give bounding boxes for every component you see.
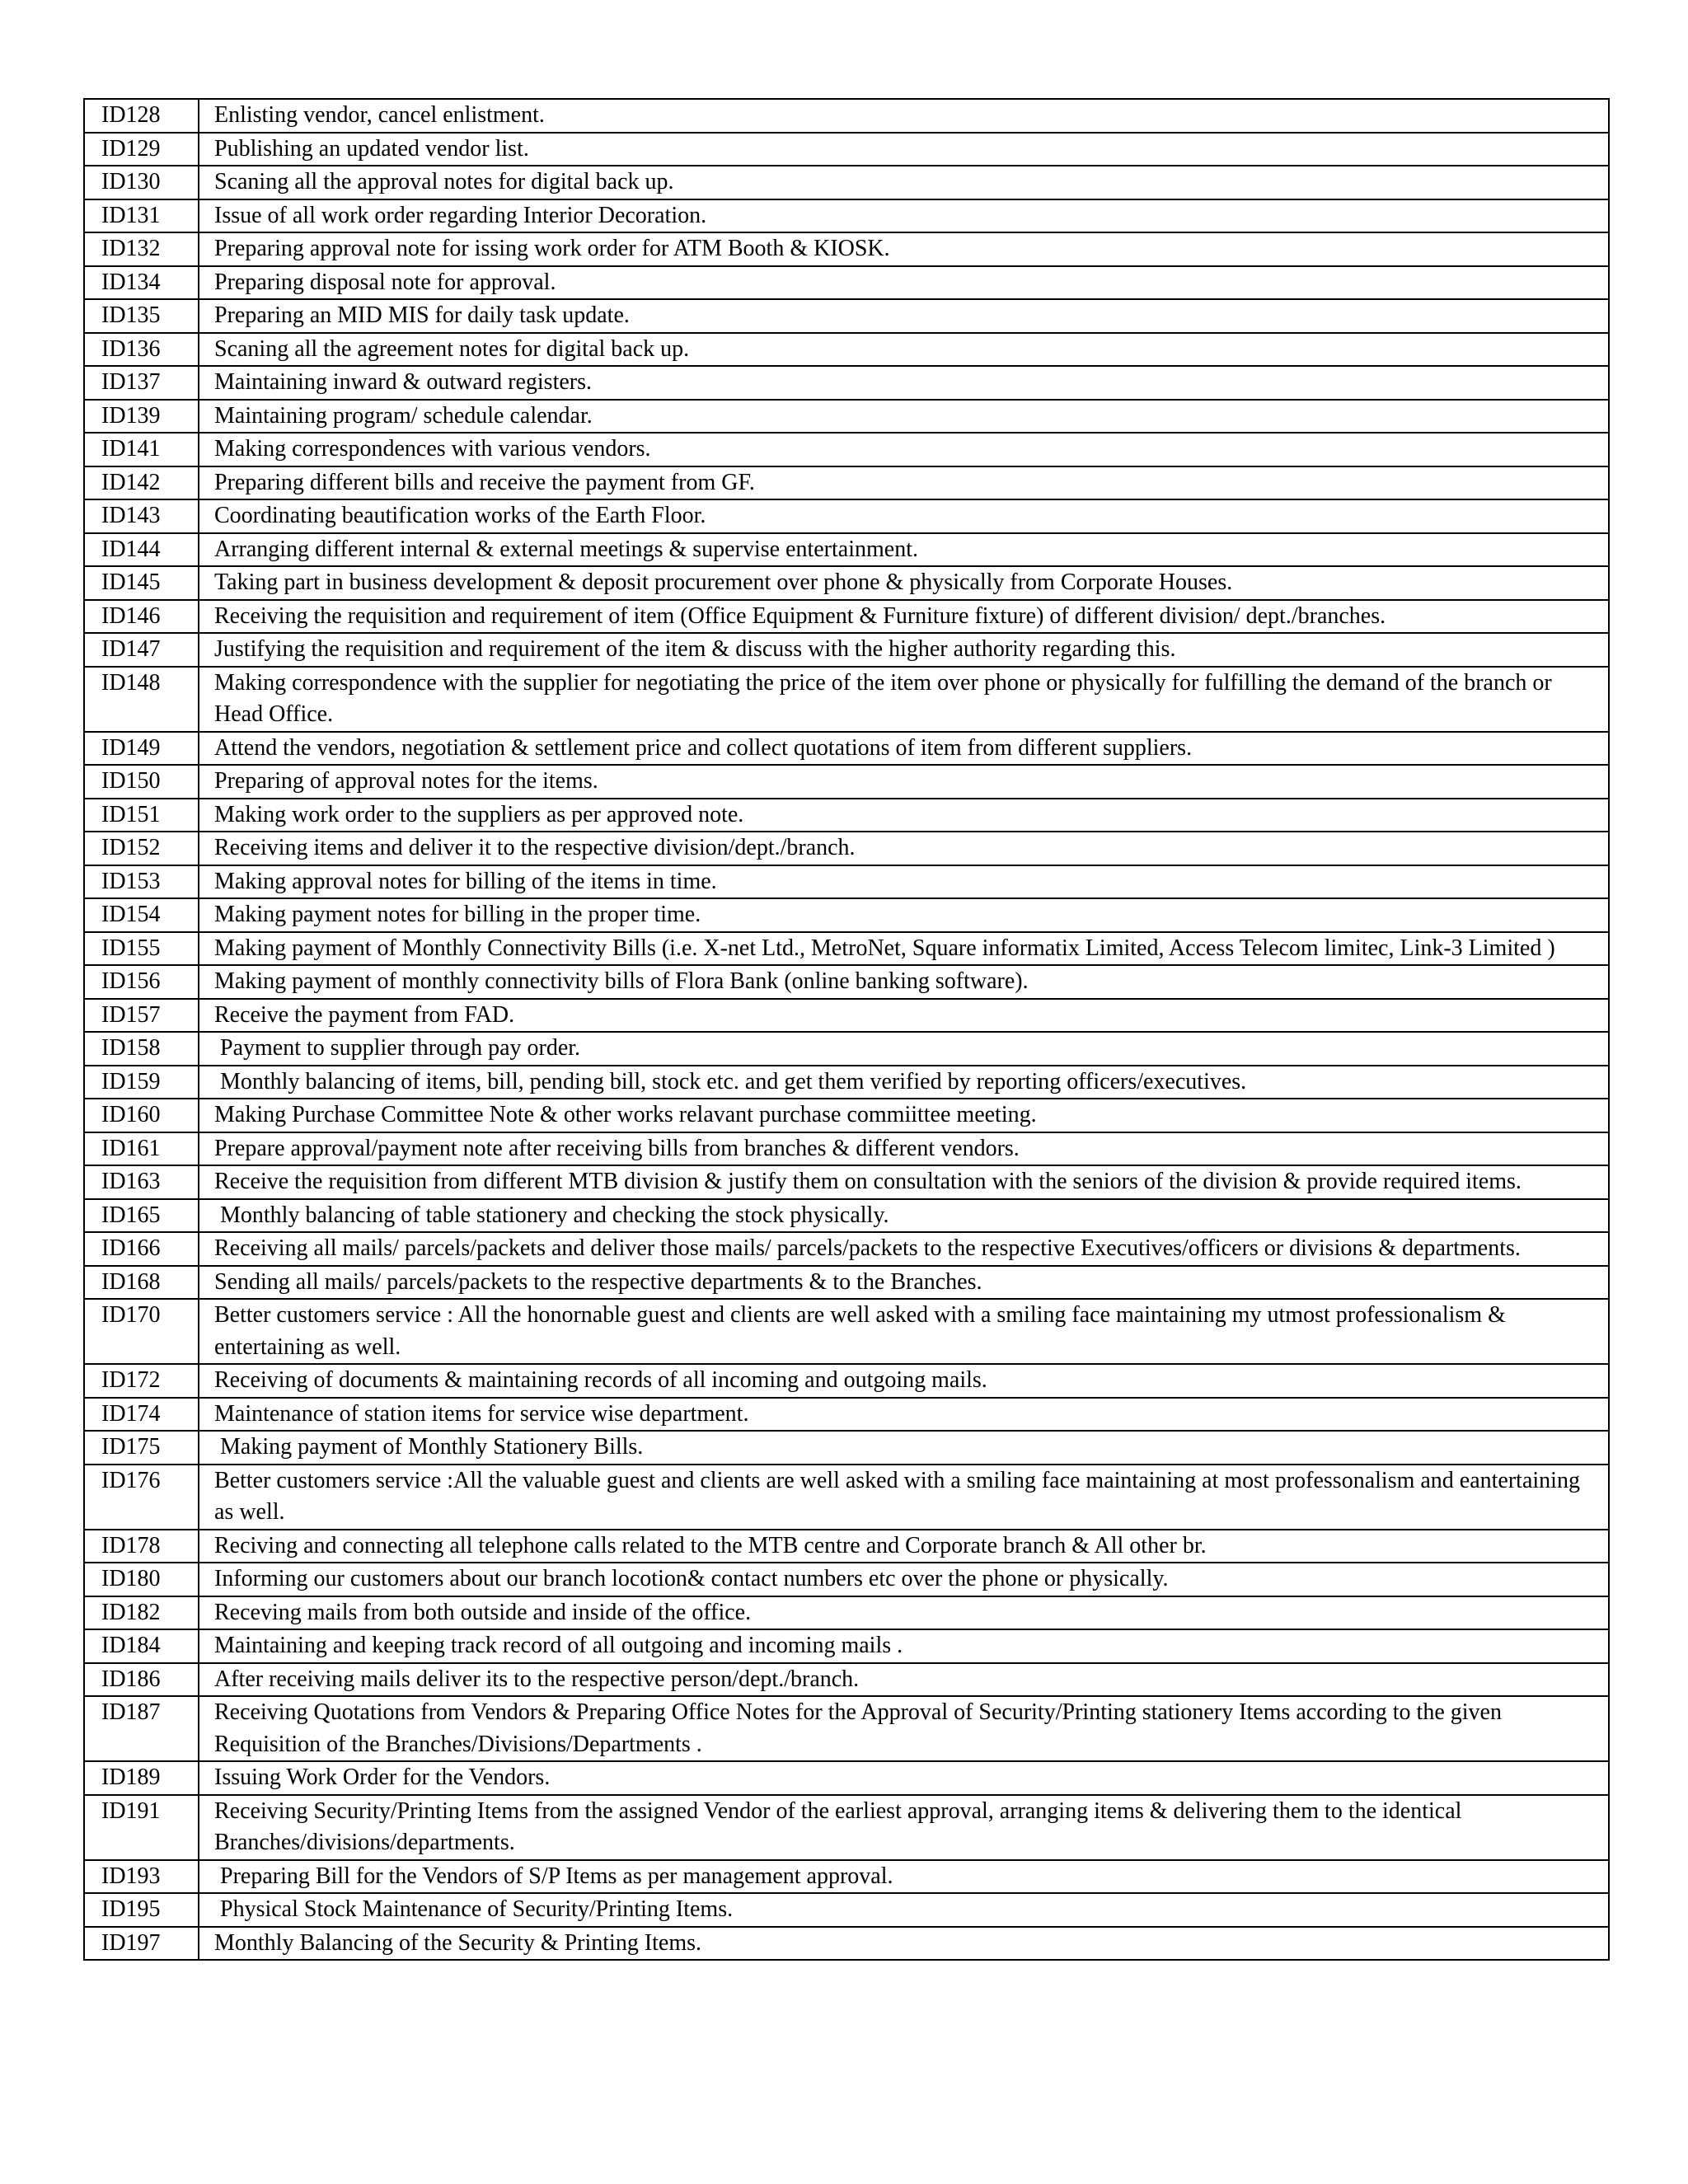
task-id-cell: ID151: [84, 799, 199, 832]
task-description-cell: Better customers service :All the valuable guest and clients are well asked with a smiling face maintaining at most professonalism and eantertaining as well.: [199, 1465, 1609, 1530]
table-row-id189: [84, 1761, 1609, 1795]
task-description-cell: Preparing approval note for issing work order for ATM Booth & KIOSK.: [199, 232, 1609, 266]
task-description-cell: Reciving and connecting all telephone calls related to the MTB centre and Corporate branch & All other br.: [199, 1530, 1609, 1563]
task-description-cell: Monthly Balancing of the Security & Printing Items.: [199, 1927, 1609, 1961]
task-description-cell: Making correspondences with various vendors.: [199, 433, 1609, 466]
task-id-cell: ID146: [84, 600, 199, 634]
task-id-cell: ID148: [84, 667, 199, 732]
table-row-id141: [84, 433, 1609, 466]
task-description-cell: Receiving items and deliver it to the respective division/dept./branch.: [199, 832, 1609, 865]
task-id-cell: ID161: [84, 1132, 199, 1166]
table-row-id170: [84, 1299, 1609, 1364]
task-id-cell: ID182: [84, 1596, 199, 1630]
table-row-id159: [84, 1066, 1609, 1099]
task-id-cell: ID158: [84, 1032, 199, 1066]
task-id-cell: ID157: [84, 999, 199, 1033]
task-id-cell: ID135: [84, 299, 199, 333]
task-id-cell: ID170: [84, 1299, 199, 1364]
task-id-cell: ID137: [84, 366, 199, 400]
table-row-id146: [84, 600, 1609, 634]
table-row-id151: [84, 799, 1609, 832]
table-row-id175: [84, 1431, 1609, 1465]
task-description-cell: Preparing disposal note for approval.: [199, 266, 1609, 300]
table-row-id176: [84, 1465, 1609, 1530]
task-id-cell: ID168: [84, 1266, 199, 1300]
table-row-id174: [84, 1398, 1609, 1432]
table-row-id172: [84, 1364, 1609, 1398]
task-id-cell: ID166: [84, 1232, 199, 1266]
table-row-id161: [84, 1132, 1609, 1166]
table-row-id132: [84, 232, 1609, 266]
task-description-cell: Prepare approval/payment note after receiving bills from branches & different vendors.: [199, 1132, 1609, 1166]
table-row-id195: [84, 1893, 1609, 1927]
table-row-id128: [84, 99, 1609, 133]
table-row-id193: [84, 1860, 1609, 1894]
task-description-cell: Monthly balancing of items, bill, pending bill, stock etc. and get them verified by reporting officers/executives.: [199, 1066, 1609, 1099]
task-description-cell: Receiving of documents & maintaining records of all incoming and outgoing mails.: [199, 1364, 1609, 1398]
task-id-cell: ID149: [84, 732, 199, 766]
table-row-id187: [84, 1696, 1609, 1761]
table-row-id137: [84, 366, 1609, 400]
table-row-id166: [84, 1232, 1609, 1266]
table-row-id148: [84, 667, 1609, 732]
task-description-cell: Maintaining and keeping track record of all outgoing and incoming mails .: [199, 1629, 1609, 1663]
task-description-cell: Informing our customers about our branch locotion& contact numbers etc over the phone or physically.: [199, 1563, 1609, 1596]
task-description-cell: Receiving Quotations from Vendors & Preparing Office Notes for the Approval of Security/Printing stationery Items according to the given Requisition of the Branches/Divisions/Departments .: [199, 1696, 1609, 1761]
task-id-cell: ID139: [84, 400, 199, 434]
task-id-cell: ID191: [84, 1795, 199, 1860]
task-description-cell: Receiving Security/Printing Items from the assigned Vendor of the earliest approval, arranging items & delivering them to the identical Branches/divisions/departments.: [199, 1795, 1609, 1860]
table-row-id197: [84, 1927, 1609, 1961]
table-row-id149: [84, 732, 1609, 766]
table-row-id154: [84, 898, 1609, 932]
task-description-cell: Maintenance of station items for service wise department.: [199, 1398, 1609, 1432]
task-description-cell: Coordinating beautification works of the Earth Floor.: [199, 499, 1609, 533]
task-id-cell: ID132: [84, 232, 199, 266]
table-row-id129: [84, 133, 1609, 166]
table-row-id144: [84, 533, 1609, 567]
table-row-id184: [84, 1629, 1609, 1663]
task-id-cell: ID184: [84, 1629, 199, 1663]
task-id-cell: ID197: [84, 1927, 199, 1961]
table-row-id131: [84, 199, 1609, 233]
task-id-cell: ID193: [84, 1860, 199, 1894]
document-page: [83, 98, 1610, 1961]
table-row-id150: [84, 765, 1609, 799]
task-description-cell: Preparing different bills and receive the payment from GF.: [199, 466, 1609, 500]
task-id-cell: ID131: [84, 199, 199, 233]
task-description-cell: Preparing Bill for the Vendors of S/P Items as per management approval.: [199, 1860, 1609, 1894]
task-id-cell: ID153: [84, 865, 199, 899]
task-description-cell: Better customers service : All the honornable guest and clients are well asked with a smiling face maintaining my utmost professionalism & entertaining as well.: [199, 1299, 1609, 1364]
table-row-id147: [84, 633, 1609, 667]
task-id-cell: ID155: [84, 932, 199, 966]
task-description-cell: Maintaining inward & outward registers.: [199, 366, 1609, 400]
task-description-cell: Scaning all the approval notes for digital back up.: [199, 166, 1609, 199]
table-row-id157: [84, 999, 1609, 1033]
task-id-cell: ID142: [84, 466, 199, 500]
table-row-id191: [84, 1795, 1609, 1860]
task-id-cell: ID152: [84, 832, 199, 865]
table-row-id163: [84, 1165, 1609, 1199]
task-description-cell: Making payment of monthly connectivity bills of Flora Bank (online banking software).: [199, 965, 1609, 999]
task-description-cell: Making payment notes for billing in the proper time.: [199, 898, 1609, 932]
task-id-cell: ID160: [84, 1099, 199, 1132]
task-description-cell: Justifying the requisition and requirement of the item & discuss with the higher authority regarding this.: [199, 633, 1609, 667]
task-id-cell: ID130: [84, 166, 199, 199]
task-description-cell: Enlisting vendor, cancel enlistment.: [199, 99, 1609, 133]
table-row-id160: [84, 1099, 1609, 1132]
task-description-cell: Issue of all work order regarding Interior Decoration.: [199, 199, 1609, 233]
task-description-cell: Receiving all mails/ parcels/packets and deliver those mails/ parcels/packets to the respective Executives/officers or divisions & departments.: [199, 1232, 1609, 1266]
task-description-cell: Receive the payment from FAD.: [199, 999, 1609, 1033]
task-id-cell: ID143: [84, 499, 199, 533]
task-id-cell: ID156: [84, 965, 199, 999]
task-id-cell: ID180: [84, 1563, 199, 1596]
task-description-cell: Arranging different internal & external meetings & supervise entertainment.: [199, 533, 1609, 567]
task-description-cell: Sending all mails/ parcels/packets to the respective departments & to the Branches.: [199, 1266, 1609, 1300]
task-id-cell: ID186: [84, 1663, 199, 1697]
task-id-cell: ID145: [84, 566, 199, 600]
table-row-id186: [84, 1663, 1609, 1697]
task-id-cell: ID128: [84, 99, 199, 133]
task-description-cell: Receiving the requisition and requirement of item (Office Equipment & Furniture fixture) of different division/ dept./branches.: [199, 600, 1609, 634]
task-id-cell: ID141: [84, 433, 199, 466]
table-row-id182: [84, 1596, 1609, 1630]
task-id-cell: ID178: [84, 1530, 199, 1563]
task-description-cell: Receving mails from both outside and inside of the office.: [199, 1596, 1609, 1630]
task-description-cell: Making payment of Monthly Connectivity Bills (i.e. X-net Ltd., MetroNet, Square informatix Limited, Access Telecom limitec, Link-3 Limited ): [199, 932, 1609, 966]
table-row-id142: [84, 466, 1609, 500]
task-table-body: [84, 99, 1609, 1960]
task-description-cell: Making correspondence with the supplier for negotiating the price of the item over phone or physically for fulfilling the demand of the branch or Head Office.: [199, 667, 1609, 732]
task-description-cell: Monthly balancing of table stationery and checking the stock physically.: [199, 1199, 1609, 1233]
task-id-cell: ID134: [84, 266, 199, 300]
task-description-cell: Attend the vendors, negotiation & settlement price and collect quotations of item from different suppliers.: [199, 732, 1609, 766]
task-id-cell: ID129: [84, 133, 199, 166]
task-description-cell: Preparing of approval notes for the items.: [199, 765, 1609, 799]
task-description-cell: Publishing an updated vendor list.: [199, 133, 1609, 166]
task-table: [83, 98, 1610, 1961]
table-row-id156: [84, 965, 1609, 999]
task-description-cell: Making payment of Monthly Stationery Bills.: [199, 1431, 1609, 1465]
table-row-id168: [84, 1266, 1609, 1300]
table-row-id152: [84, 832, 1609, 865]
table-row-id165: [84, 1199, 1609, 1233]
task-id-cell: ID195: [84, 1893, 199, 1927]
task-description-cell: Making Purchase Committee Note & other works relavant purchase commiittee meeting.: [199, 1099, 1609, 1132]
table-row-id145: [84, 566, 1609, 600]
table-row-id134: [84, 266, 1609, 300]
task-id-cell: ID187: [84, 1696, 199, 1761]
table-row-id130: [84, 166, 1609, 199]
task-id-cell: ID176: [84, 1465, 199, 1530]
task-id-cell: ID154: [84, 898, 199, 932]
task-description-cell: Receive the requisition from different MTB division & justify them on consultation with the seniors of the division & provide required items.: [199, 1165, 1609, 1199]
task-id-cell: ID150: [84, 765, 199, 799]
task-id-cell: ID136: [84, 333, 199, 367]
task-id-cell: ID159: [84, 1066, 199, 1099]
task-description-cell: Scaning all the agreement notes for digital back up.: [199, 333, 1609, 367]
task-description-cell: Payment to supplier through pay order.: [199, 1032, 1609, 1066]
table-row-id143: [84, 499, 1609, 533]
task-id-cell: ID144: [84, 533, 199, 567]
table-row-id180: [84, 1563, 1609, 1596]
table-row-id155: [84, 932, 1609, 966]
table-row-id135: [84, 299, 1609, 333]
task-description-cell: Taking part in business development & deposit procurement over phone & physically from Corporate Houses.: [199, 566, 1609, 600]
table-row-id178: [84, 1530, 1609, 1563]
task-description-cell: Making work order to the suppliers as per approved note.: [199, 799, 1609, 832]
task-description-cell: Physical Stock Maintenance of Security/Printing Items.: [199, 1893, 1609, 1927]
task-id-cell: ID163: [84, 1165, 199, 1199]
task-description-cell: Preparing an MID MIS for daily task update.: [199, 299, 1609, 333]
task-description-cell: Maintaining program/ schedule calendar.: [199, 400, 1609, 434]
table-row-id139: [84, 400, 1609, 434]
task-id-cell: ID175: [84, 1431, 199, 1465]
task-id-cell: ID165: [84, 1199, 199, 1233]
task-id-cell: ID147: [84, 633, 199, 667]
task-id-cell: ID174: [84, 1398, 199, 1432]
table-row-id136: [84, 333, 1609, 367]
table-row-id158: [84, 1032, 1609, 1066]
task-id-cell: ID189: [84, 1761, 199, 1795]
task-description-cell: Making approval notes for billing of the items in time.: [199, 865, 1609, 899]
task-description-cell: After receiving mails deliver its to the respective person/dept./branch.: [199, 1663, 1609, 1697]
table-row-id153: [84, 865, 1609, 899]
task-description-cell: Issuing Work Order for the Vendors.: [199, 1761, 1609, 1795]
task-id-cell: ID172: [84, 1364, 199, 1398]
